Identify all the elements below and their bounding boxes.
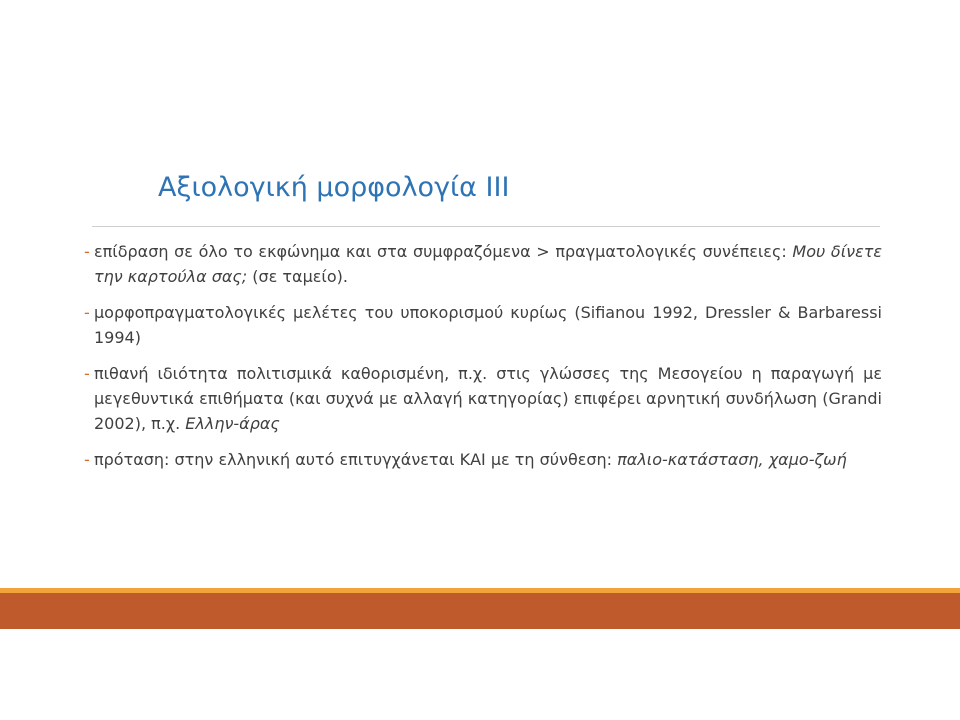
footer-band bbox=[0, 593, 960, 629]
bullet-item bbox=[82, 361, 882, 436]
bullet-item bbox=[82, 447, 882, 472]
bullet-text: επίδραση σε όλο το εκφώνημα και στα συμφραζόμενα > πραγματολογικές συνέπειες: bbox=[94, 242, 793, 261]
bullet-item bbox=[82, 300, 882, 350]
bullet-text: μορφοπραγματολογικές μελέτες του υποκορισμού κυρίως (Sifianou 1992, Dressler & Barbaressi 1994) bbox=[94, 303, 882, 347]
title-divider bbox=[92, 226, 880, 227]
bullet-text: πιθανή ιδιότητα πολιτισμικά καθορισμένη, π.χ. στις γλώσσες της Μεσογείου η παραγωγή με μεγεθυντικά επιθήματα (και συχνά με αλλαγή κατηγορίας) επιφέρει αρνητική συνδήλωση (Grandi 2002), π.χ. bbox=[94, 364, 882, 433]
bullet-list bbox=[82, 239, 882, 483]
bullet-item bbox=[82, 239, 882, 289]
bullet-text: πρόταση: στην ελληνική αυτό επιτυγχάνεται ΚΑΙ με τη σύνθεση: bbox=[94, 450, 618, 469]
bullet-text-italic: Μου δίνετε την καρτούλα σας; bbox=[94, 242, 883, 286]
slide-title: Αξιολογική μορφολογία ΙΙΙ bbox=[158, 172, 510, 203]
bullet-text: (σε ταμείο). bbox=[247, 267, 348, 286]
bullet-text-italic: παλιο-κατάσταση, χαμο-ζωή bbox=[617, 450, 847, 469]
bullet-text-italic: Ελλην-άρας bbox=[185, 414, 280, 433]
